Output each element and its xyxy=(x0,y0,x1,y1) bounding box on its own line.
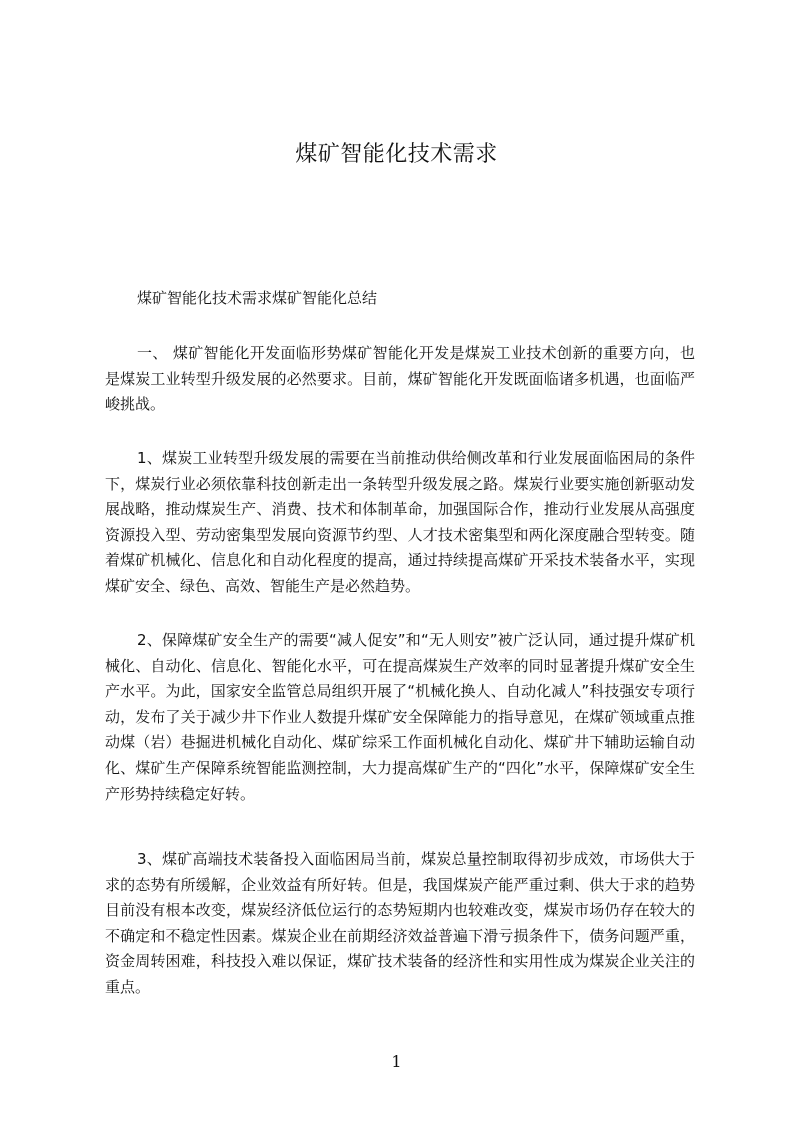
page-number: 1 xyxy=(391,1052,402,1071)
document-subtitle: 煤矿智能化技术需求煤矿智能化总结 xyxy=(137,289,378,307)
paragraph-industry-transformation: 1、煤炭工业转型升级发展的需要在当前推动供给侧改革和行业发展面临困局的条件下，煤炭行业必须依靠科技创新走出一条转型升级发展之路。煤炭行业要实施创新驱动发展战略，推动煤炭生产、消费、技术和体制革命，加强国际合作，推动行业发展从高强度资源投入型、劳动密集型发展向资源节约型、人才技术密集型和两化深度融合型转变。随着煤矿机械化、信息化和自动化程度的提高，通过持续提高煤矿开采技术装备水平，实现煤矿安全、绿色、高效、智能生产是必然趋势。 xyxy=(105,449,695,595)
paragraph-intro: 一、 煤矿智能化开发面临形势煤矿智能化开发是煤炭工业技术创新的重要方向，也是煤炭工业转型升级发展的必然要求。目前，煤矿智能化开发既面临诸多机遇，也面临严峻挑战。 xyxy=(105,344,695,414)
paragraph-equipment-investment: 3、煤矿高端技术装备投入面临困局当前，煤炭总量控制取得初步成效，市场供大于求的态势有所缓解，企业效益有所好转。但是，我国煤炭产能严重过剩、供大于求的趋势目前没有根本改变，煤炭经济低位运行的态势短期内也较难改变，煤炭市场仍存在较大的不确定和不稳定性因素。煤炭企业在前期经济效益普遍下滑亏损条件下，债务问题严重，资金周转困难，科技投入难以保证，煤矿技术装备的经济性和实用性成为煤炭企业关注的重点。 xyxy=(105,850,695,996)
paragraph-safety-production: 2、保障煤矿安全生产的需要“减人促安”和“无人则安”被广泛认同，通过提升煤矿机械化、自动化、信息化、智能化水平，可在提高煤炭生产效率的同时显著提升煤矿安全生产水平。为此，国家安全监管总局组织开展了“机械化换人、自动化减人”科技强安专项行动，发布了关于减少井下作业人数提升煤矿安全保障能力的指导意见，在煤矿领域重点推动煤（岩）巷掘进机械化自动化、煤矿综采工作面机械化自动化、煤矿井下辅助运输自动化、煤矿生产保障系统智能监测控制，大力提高煤矿生产的“四化”水平，保障煤矿安全生产形势持续稳定好转。 xyxy=(105,631,695,803)
page-title: 煤矿智能化技术需求 xyxy=(295,142,498,167)
